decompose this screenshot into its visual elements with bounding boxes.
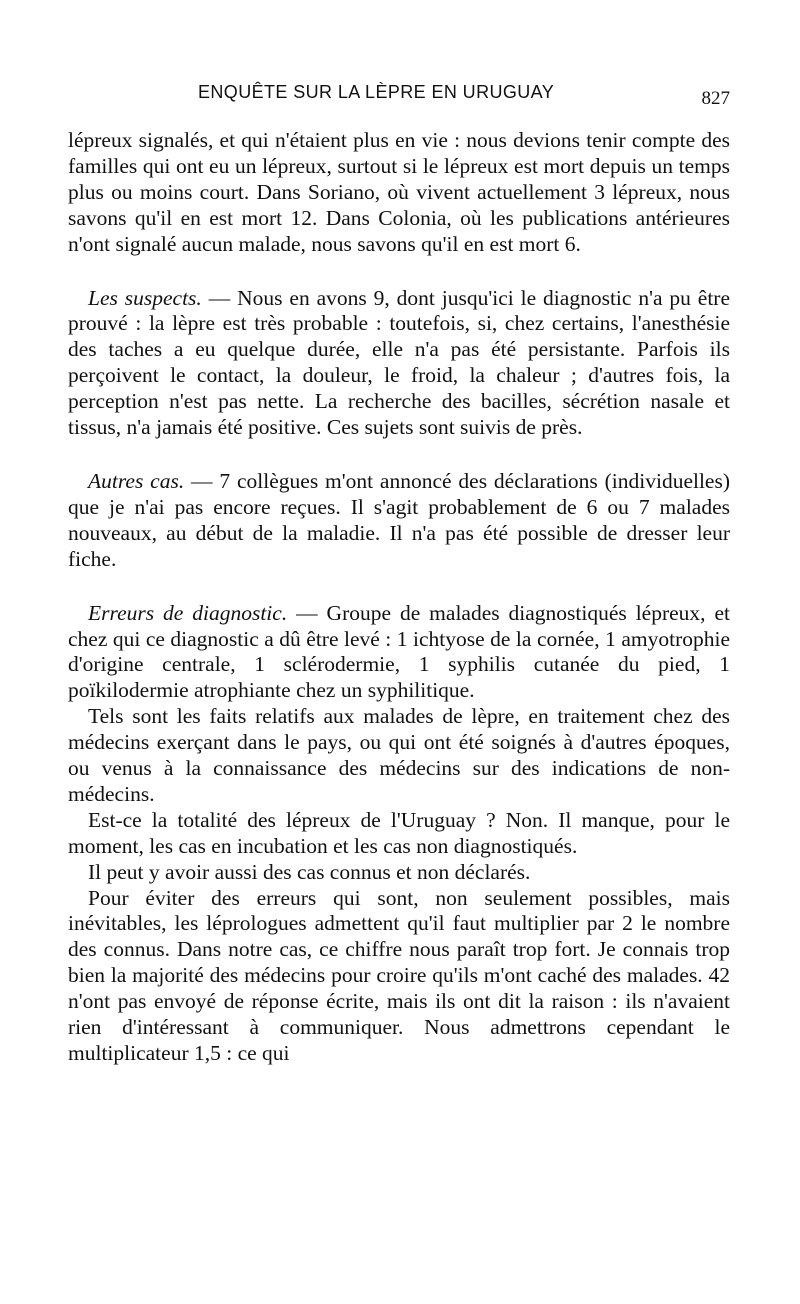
paragraph-text: Tels sont les faits relatifs aux malades de lèpre, en traitement chez des médecins exerçant dans le pays, ou qui ont été soignés à d'autres époques, ou venus à la connaissance des médecins sur des indications de non-médecins. <box>68 704 730 806</box>
paragraph-text: — Groupe de malades diagnostiqués lépreux, et chez qui ce diagnostic a dû être levé : 1 ichtyose de la cornée, 1 amyotrophie d'origine centrale, 1 sclérodermie, 1 syphilis cutanée du pied, 1 poïkilodermie atrophiante chez un syphilitique. <box>68 600 730 703</box>
paragraph-text: Pour éviter des erreurs qui sont, non seulement possibles, mais inévitables, les léprologues admettent qu'il faut multiplier par 2 le nombre des connus. Dans notre cas, ce chiffre nous paraît trop fort. Je connais trop bien la majorité des médecins pour croire qu'ils m'ont caché des malades. 42 n'ont pas envoyé de réponse écrite, mais ils ont dit la raison : ils n'avaient rien d'intéressant à communiquer. Nous admettrons cependant le multiplicateur 1,5 : ce qui <box>68 885 730 1065</box>
page-number: 827 <box>701 88 730 109</box>
paragraph-text: — Nous en avons 9, dont jusqu'ici le diagnostic n'a pu être prouvé : la lèpre est très probable : toutefois, si, chez certains, l'anesthésie des taches a eu quelque durée, elle n'a pas été persistante. Parfois ils perçoivent le contact, la douleur, le froid, la chaleur ; d'autres fois, la perception n'est pas nette. La recherche des bacilles, sécrétion nasale et tissus, n'a jamais été positive. Ces sujets sont suivis de près. <box>68 285 731 440</box>
paragraph-erreurs-diagnostic <box>68 601 730 705</box>
paragraph-text: — 7 collègues m'ont annoncé des déclarations (individuelles) que je n'ai pas encore reçues. Il s'agit probablement de 6 ou 7 malades nouveaux, au début de la maladie. Il n'a pas été possible de dresser leur fiche. <box>68 468 730 571</box>
book-page <box>68 82 730 1067</box>
paragraph-suspects <box>68 286 730 441</box>
running-header <box>68 82 730 116</box>
running-title: ENQUÊTE SUR LA LÈPRE EN URUGUAY <box>198 82 555 102</box>
paragraph-multiplicateur <box>68 886 730 1067</box>
body-text <box>68 128 730 1067</box>
paragraph-text: Est-ce la totalité des lépreux de l'Uruguay ? Non. Il manque, pour le moment, les cas en incubation et les cas non diagnostiqués. <box>68 807 730 858</box>
paragraph-text: Il peut y avoir aussi des cas connus et non déclarés. <box>88 859 531 884</box>
paragraph-tels-sont <box>68 704 730 808</box>
section-lead-suspects: Les suspects. <box>88 285 202 310</box>
section-lead-erreurs-diagnostic: Erreurs de diagnostic. <box>88 600 288 625</box>
paragraph-autres-cas <box>68 469 730 573</box>
paragraph-cas-connus <box>68 860 730 886</box>
paragraph-totalite <box>68 808 730 860</box>
paragraph-text: lépreux signalés, et qui n'étaient plus en vie : nous devions tenir compte des familles qui ont eu un lépreux, surtout si le lépreux est mort depuis un temps plus ou moins court. Dans Soriano, où vivent actuellement 3 lépreux, nous savons qu'il en est mort 12. Dans Colonia, où les publications antérieures n'ont signalé aucun malade, nous savons qu'il en est mort 6. <box>68 128 730 256</box>
section-lead-autres-cas: Autres cas. <box>88 468 185 493</box>
paragraph-continuation <box>68 128 730 258</box>
